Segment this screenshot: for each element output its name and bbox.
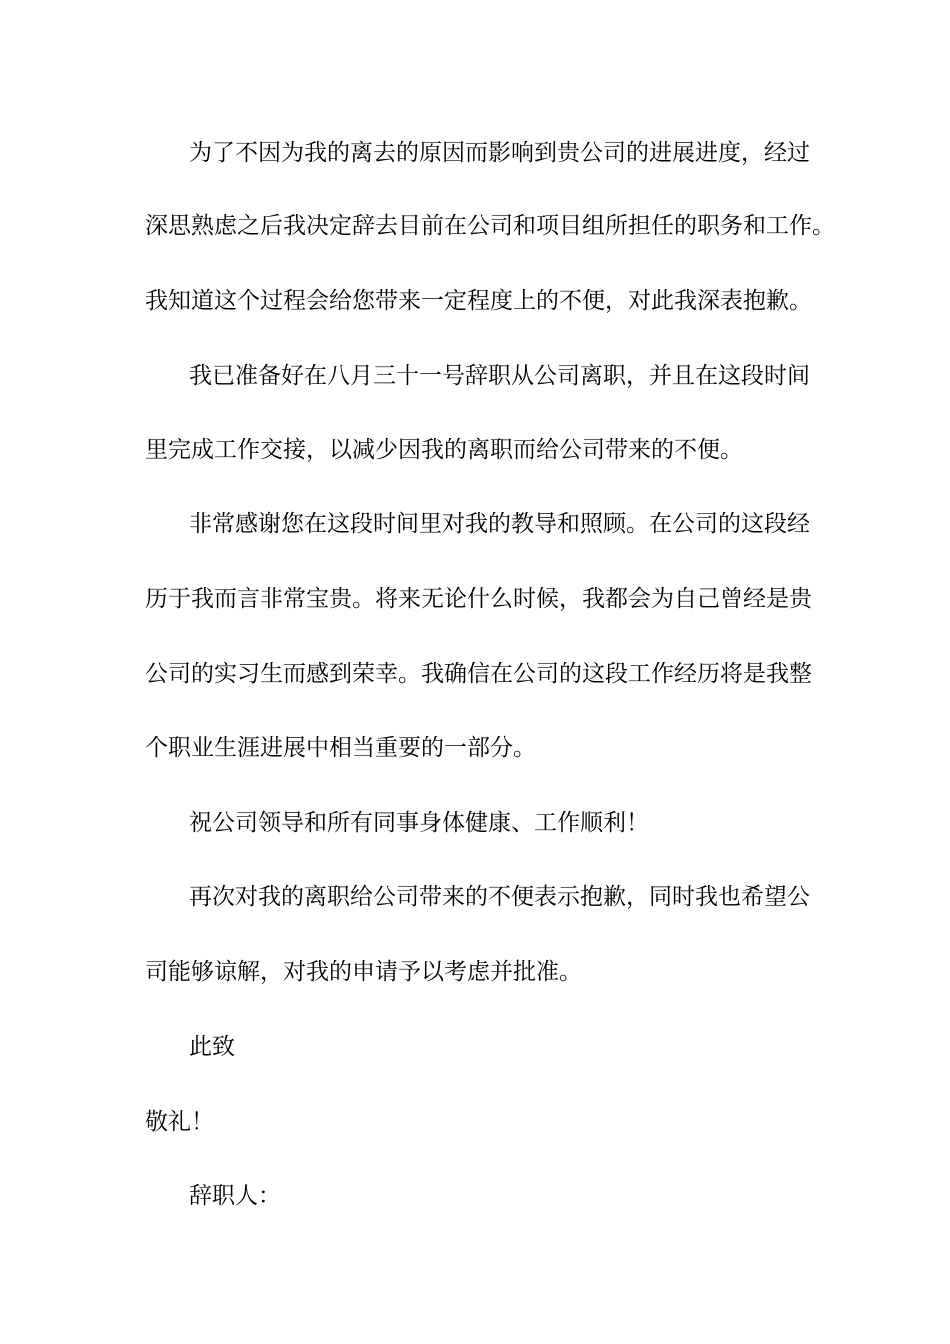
paragraph-3-line-2: 历于我而言非常宝贵。将来无论什么时候，我都会为自己曾经是贵	[145, 586, 812, 612]
salutation-line: 敬礼！	[145, 1109, 214, 1135]
paragraph-5-line-1: 再次对我的离职给公司带来的不便表示抱歉，同时我也希望公	[189, 884, 810, 910]
paragraph-3-line-1: 非常感谢您在这段时间里对我的教导和照顾。在公司的这段经	[189, 511, 810, 537]
signature-label: 辞职人：	[189, 1183, 281, 1209]
paragraph-2-line-1: 我已准备好在八月三十一号辞职从公司离职，并且在这段时间	[189, 363, 810, 389]
paragraph-1-line-3: 我知道这个过程会给您带来一定程度上的不便，对此我深表抱歉。	[145, 288, 812, 314]
paragraph-1-line-1: 为了不因为我的离去的原因而影响到贵公司的进展进度，经过	[189, 140, 810, 166]
paragraph-4-line-1: 祝公司领导和所有同事身体健康、工作顺利！	[189, 810, 649, 836]
closing-line: 此致	[189, 1034, 235, 1060]
paragraph-3-line-3: 公司的实习生而感到荣幸。我确信在公司的这段工作经历将是我整	[145, 661, 812, 687]
paragraph-1-line-2: 深思熟虑之后我决定辞去目前在公司和项目组所担任的职务和工作。	[145, 213, 835, 239]
paragraph-2-line-2: 里完成工作交接，以减少因我的离职而给公司带来的不便。	[145, 437, 743, 463]
paragraph-3-line-4: 个职业生涯进展中相当重要的一部分。	[145, 735, 536, 761]
paragraph-5-line-2: 司能够谅解，对我的申请予以考虑并批准。	[145, 959, 582, 985]
